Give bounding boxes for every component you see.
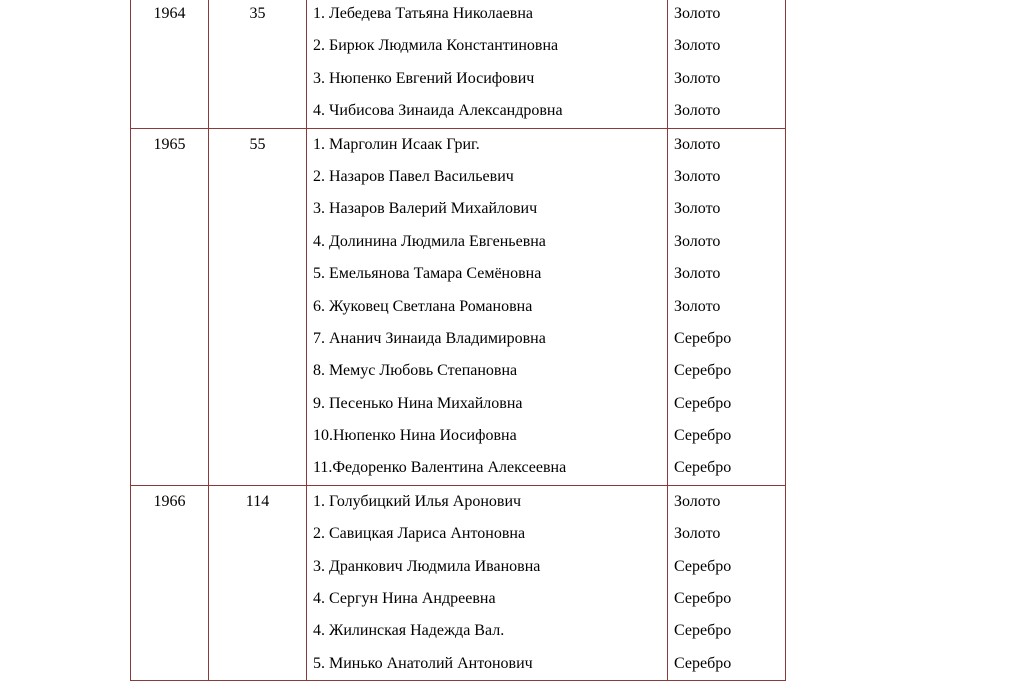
medal-type: Золото [674, 167, 721, 185]
medal-type: Серебро [674, 654, 732, 672]
names-cell [307, 485, 668, 680]
medal-type: Золото [674, 200, 721, 218]
medal-type: Золото [674, 232, 721, 250]
medalist-name: 10.Нюпенко Нина Иосифовна [313, 427, 517, 445]
count-cell: 55 [209, 128, 307, 485]
medal-type: Золото [674, 525, 721, 543]
medalist-name: 1. Голубицкий Илья Аронович [313, 492, 522, 510]
medal-type: Золото [674, 265, 721, 283]
medal-type: Золото [674, 135, 721, 153]
medalist-name: 4. Жилинская Надежда Вал. [313, 622, 505, 640]
year-cell: 1965 [131, 128, 209, 485]
medal-type: Золото [674, 102, 721, 120]
medalist-name: 4. Долинина Людмила Евгеньевна [313, 232, 546, 250]
medal-type: Серебро [674, 394, 732, 412]
medalist-name: 3. Дранкович Людмила Ивановна [313, 557, 541, 575]
medal-type: Серебро [674, 459, 732, 477]
medal-type: Серебро [674, 427, 732, 445]
medalist-name: 1. Марголин Исаак Григ. [313, 135, 480, 153]
medalist-name: 11.Федоренко Валентина Алексеевна [313, 459, 567, 477]
medalist-name: 1. Лебедева Татьяна Николаевна [313, 5, 533, 22]
medalist-name: 5. Емельянова Тамара Семёновна [313, 265, 542, 283]
names-cell [307, 128, 668, 485]
medal-type: Серебро [674, 557, 732, 575]
medals-cell [668, 128, 786, 485]
medalist-name: 3. Нюпенко Евгений Иосифович [313, 69, 535, 87]
medals-cell [668, 485, 786, 680]
count-cell: 35 [209, 0, 307, 128]
medalist-name: 4. Сергун Нина Андреевна [313, 590, 496, 608]
medals-cell [668, 0, 786, 128]
table-row-group [131, 0, 786, 128]
medal-type: Золото [674, 69, 721, 87]
count-cell: 114 [209, 485, 307, 680]
medal-type: Золото [674, 297, 721, 315]
medalist-name: 9. Песенько Нина Михайловна [313, 394, 523, 412]
medal-type: Серебро [674, 622, 732, 640]
medalists-table [130, 0, 786, 681]
medal-type: Серебро [674, 362, 732, 380]
medal-type: Серебро [674, 590, 732, 608]
medalist-name: 7. Ананич Зинаида Владимировна [313, 329, 546, 347]
medal-type: Серебро [674, 329, 732, 347]
medalist-name: 5. Минько Анатолий Антонович [313, 654, 533, 672]
medalist-name: 2. Бирюк Людмила Константиновна [313, 37, 559, 55]
medalist-name: 8. Мемус Любовь Степановна [313, 362, 518, 380]
names-cell [307, 0, 668, 128]
medalist-name: 6. Жуковец Светлана Романовна [313, 297, 533, 315]
medalist-name: 4. Чибисова Зинаида Александровна [313, 102, 563, 120]
medalist-name: 3. Назаров Валерий Михайлович [313, 200, 538, 218]
table-row-group [131, 485, 786, 680]
medal-type: Золото [674, 5, 721, 22]
year-cell: 1964 [131, 0, 209, 128]
medal-type: Золото [674, 492, 721, 510]
medalist-name: 2. Назаров Павел Васильевич [313, 167, 514, 185]
medalist-name: 2. Савицкая Лариса Антоновна [313, 525, 526, 543]
medal-type: Золото [674, 37, 721, 55]
table-row-group [131, 128, 786, 485]
year-cell: 1966 [131, 485, 209, 680]
